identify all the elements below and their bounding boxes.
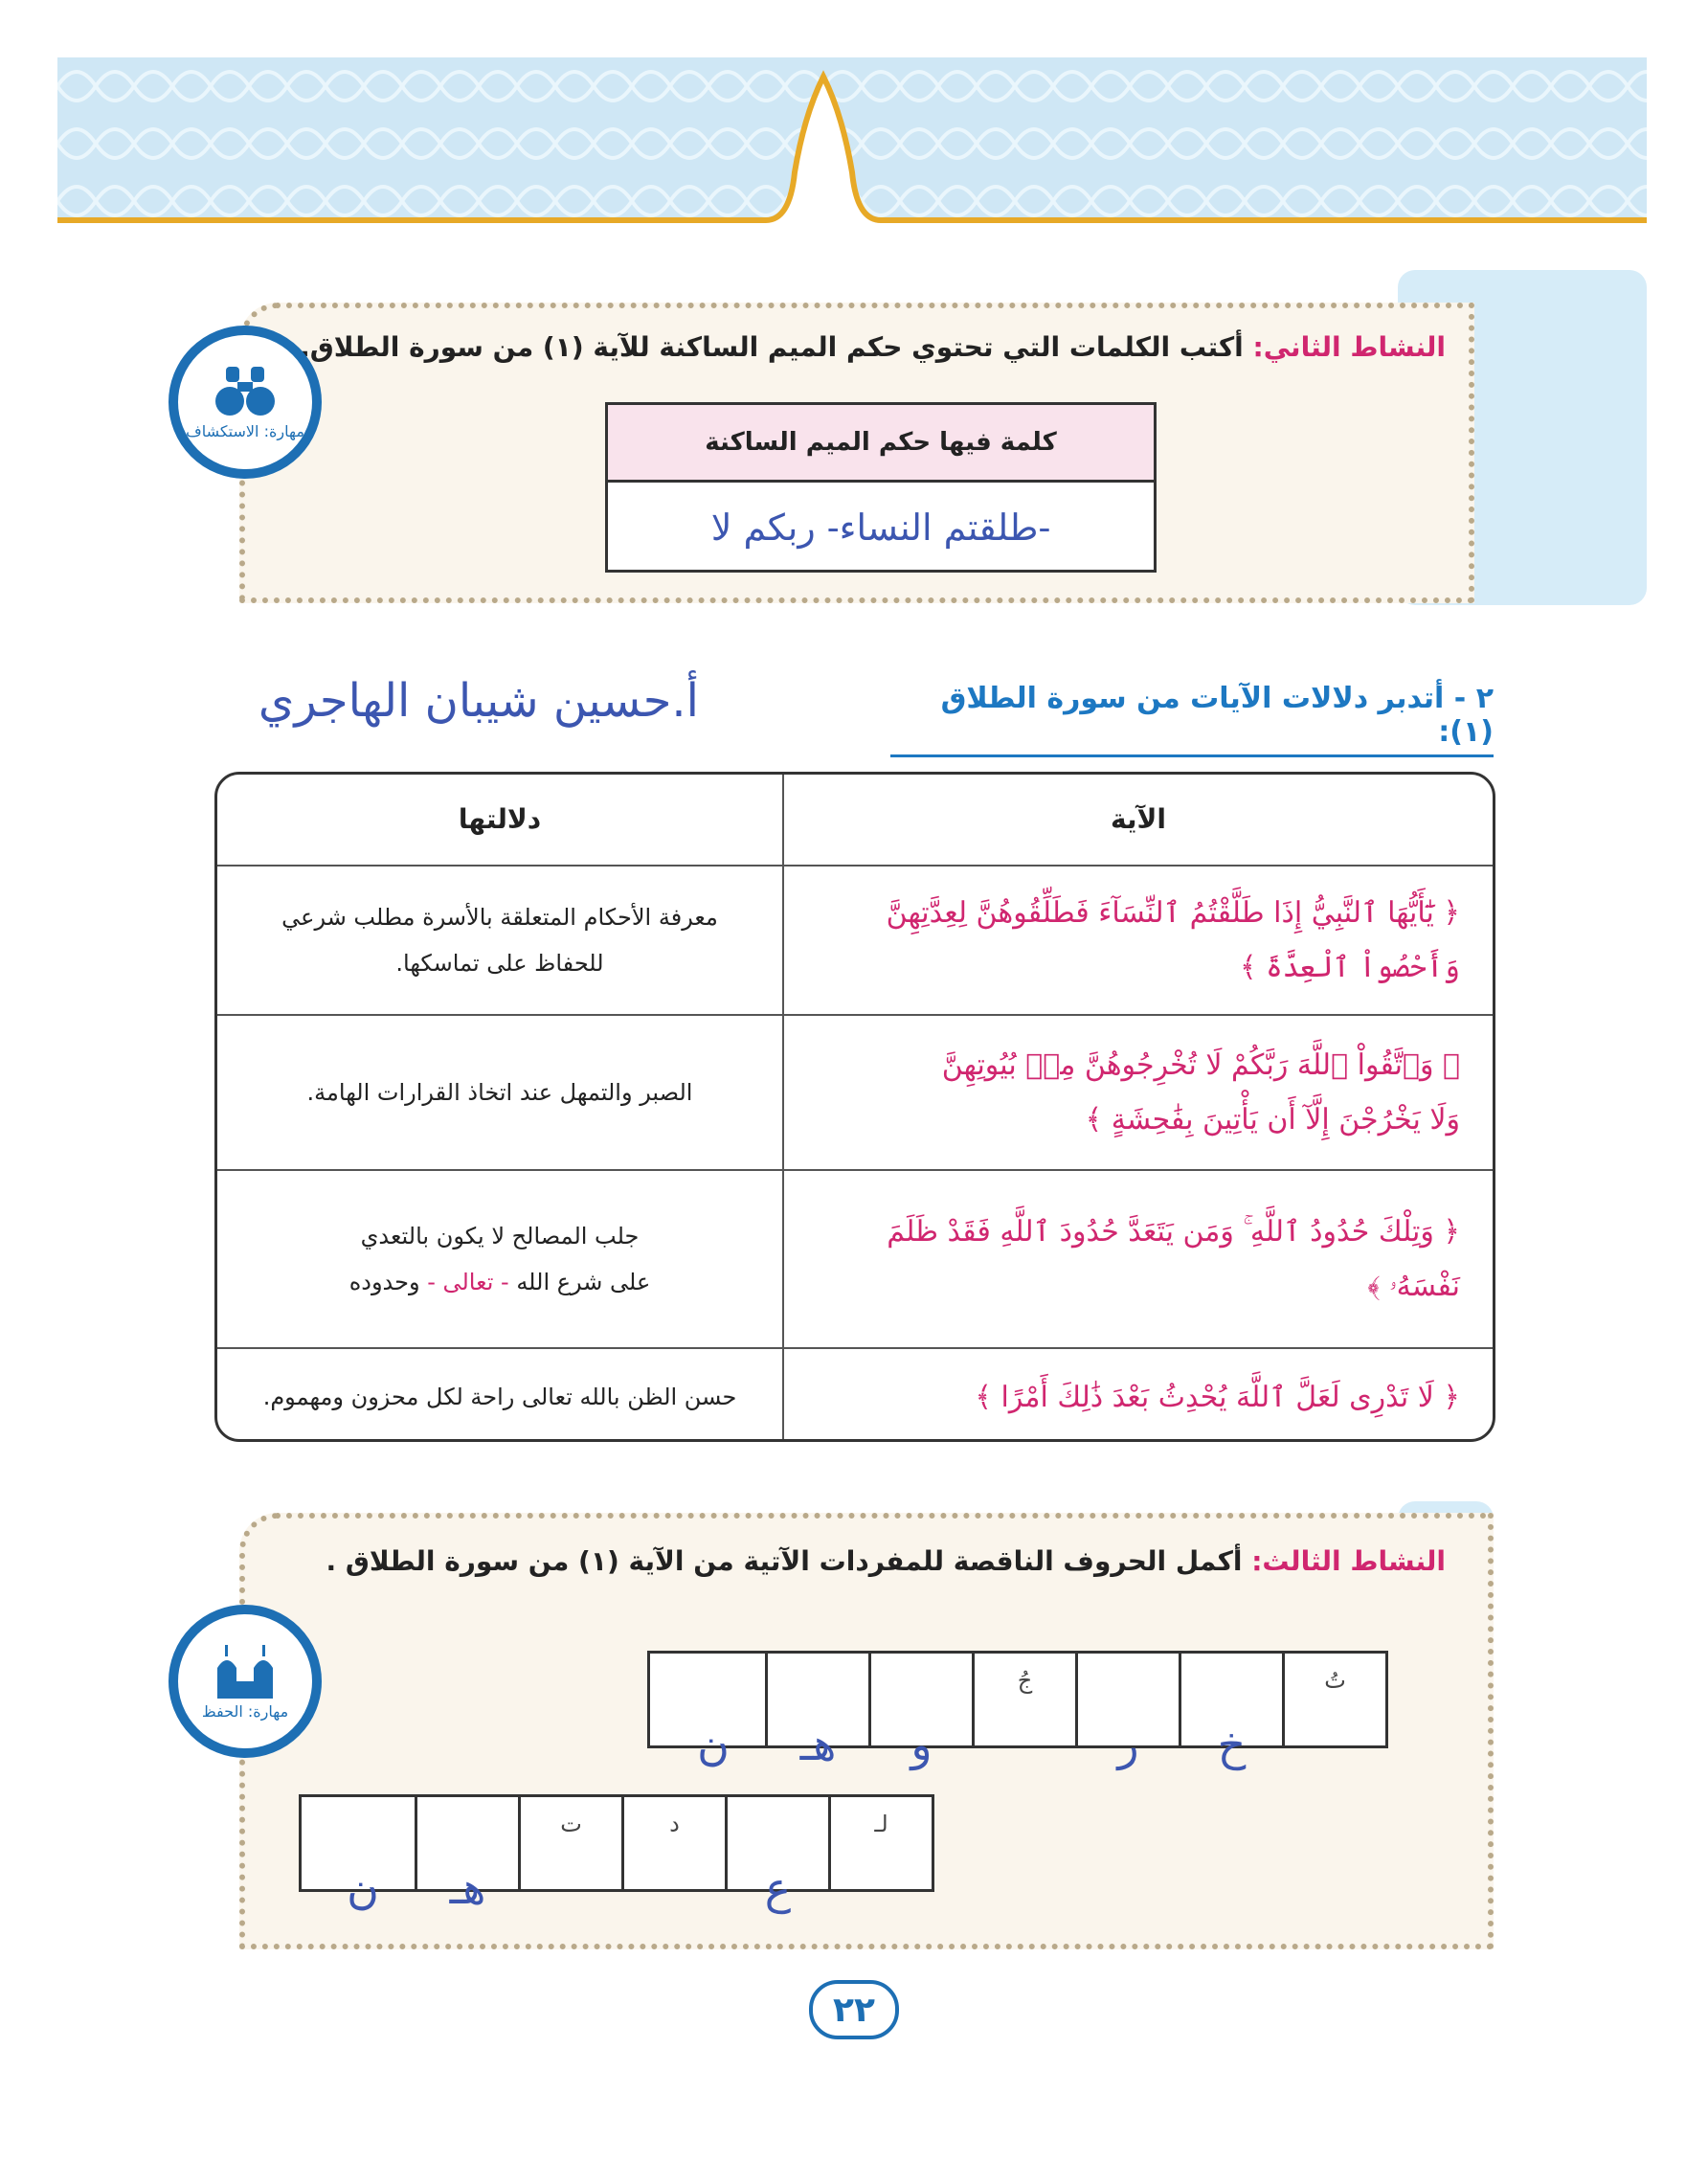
- author-name: أ.حسين شيبان الهاجري: [258, 674, 699, 728]
- letter-box[interactable]: [518, 1797, 621, 1889]
- table-row: [217, 867, 1493, 1016]
- activity3-instruction: أكمل الحروف الناقصة للمفردات الآتية من الآية (١) من سورة الطلاق .: [326, 1545, 1243, 1577]
- ayah-cell: [784, 1349, 1493, 1442]
- meaning-fragment: وحدوده: [348, 1269, 420, 1295]
- letter-box[interactable]: [662, 1654, 765, 1770]
- skill-badge-explore: [169, 326, 322, 479]
- col-header-ayah: الآية: [1111, 803, 1166, 836]
- given-letter: د: [669, 1811, 680, 1837]
- activity2-label: النشاط الثاني:: [1252, 331, 1446, 363]
- mim-table-answer[interactable]: -طلقتم النساء- ربكم لا: [710, 506, 1051, 549]
- meaning-line: الصبر والتمهل عند اتخاذ القرارات الهامة.: [306, 1079, 693, 1106]
- activity2-instruction: أكتب الكلمات التي تحتوي حكم الميم الساكنة للآية (١) من سورة الطلاق.: [300, 331, 1244, 363]
- meaning-cell: [217, 1171, 784, 1347]
- given-letter: لـ: [874, 1811, 888, 1837]
- letter-box[interactable]: [1179, 1654, 1282, 1770]
- verses-table: [214, 772, 1495, 1442]
- letter-box[interactable]: [415, 1797, 518, 1914]
- filled-letter: ع: [764, 1862, 792, 1914]
- letter-box[interactable]: [1282, 1654, 1385, 1745]
- meaning-fragment: على شرع الله: [516, 1269, 651, 1295]
- meaning-line: [349, 1259, 651, 1305]
- ayah-cell: [784, 867, 1493, 1014]
- ayah-line: نَفْسَهُۥ ﴾: [1367, 1270, 1460, 1303]
- ayah-line: ﴿ يَٰٓأَيُّهَا ٱلنَّبِيُّ إِذَا طَلَّقْتُمُ ٱلنِّسَآءَ فَطَلِّقُوهُنَّ لِعِدَّتِهِنَّ: [886, 896, 1460, 930]
- letter-box[interactable]: [311, 1797, 415, 1914]
- meaning-line: للحفاظ على تماسكها.: [395, 950, 604, 977]
- letter-box[interactable]: [621, 1797, 725, 1889]
- ayah-line: وَأَحْصُواْ ٱلْعِدَّةَ ﴾: [1239, 951, 1460, 984]
- meaning-cell: [217, 867, 784, 1014]
- table-header-row: [217, 775, 1493, 867]
- mosque-icon: [214, 1643, 277, 1699]
- letter-box[interactable]: [972, 1654, 1075, 1745]
- activity3-label: النشاط الثالث:: [1251, 1545, 1446, 1577]
- filled-letter: و: [910, 1719, 933, 1770]
- letter-box[interactable]: [725, 1797, 828, 1914]
- mim-words-table: [605, 402, 1157, 573]
- page-number: ٢٢: [809, 1980, 899, 2039]
- header-banner: [57, 57, 1647, 239]
- table-row: [217, 1016, 1493, 1171]
- meaning-cell: [217, 1016, 784, 1169]
- skill-badge-memorize: [169, 1605, 322, 1758]
- letter-box[interactable]: [1075, 1654, 1179, 1770]
- table-row: [217, 1349, 1493, 1442]
- col-header-meaning: دلالتها: [217, 775, 784, 865]
- given-letter: جُ: [1017, 1667, 1033, 1694]
- filled-letter: خ: [1217, 1719, 1247, 1770]
- given-letter: ت: [560, 1811, 582, 1837]
- letter-box[interactable]: [868, 1654, 972, 1770]
- letters-grid-word1: [647, 1651, 1388, 1770]
- activity3-title: [287, 1545, 1446, 1577]
- meaning-line: حسن الظن بالله تعالى راحة لكل محزون ومهموم.: [262, 1384, 737, 1410]
- ayah-line: ﴿ وَٱتَّقُواْ ٱللَّهَ رَبَّكُمْ لَا تُخْرِجُوهُنَّ مِنۢ بُيُوتِهِنَّ: [941, 1048, 1460, 1082]
- ayah-line: وَلَا يَخْرُجْنَ إِلَّآ أَن يَأْتِينَ بِفَٰحِشَةٍ ﴾: [1085, 1103, 1460, 1137]
- meaning-fragment-accent: - تعالى -: [427, 1269, 509, 1295]
- meaning-line: معرفة الأحكام المتعلقة بالأسرة مطلب شرعي: [281, 904, 718, 931]
- table-row: [217, 1171, 1493, 1349]
- filled-letter: ن: [347, 1862, 379, 1914]
- meaning-line: جلب المصالح لا يكون بالتعدي: [360, 1223, 640, 1249]
- ayah-cell: [784, 1016, 1493, 1169]
- ayah-cell: [784, 1171, 1493, 1347]
- filled-letter: ر: [1117, 1719, 1139, 1770]
- ayah-line: ﴿ وَتِلْكَ حُدُودُ ٱللَّهِ ۚ وَمَن يَتَعَدَّ حُدُودَ ٱللَّهِ فَقَدْ ظَلَمَ: [887, 1215, 1460, 1249]
- filled-letter: هـ: [449, 1862, 486, 1914]
- binoculars-icon: [214, 365, 276, 418]
- skill-label-explore: مهارة: الاستكشاف: [186, 421, 304, 440]
- meaning-cell: [217, 1349, 784, 1442]
- given-letter: تُ: [1324, 1667, 1346, 1694]
- letters-grid-word2: [299, 1794, 934, 1914]
- filled-letter: هـ: [799, 1719, 837, 1770]
- activity2-title: [287, 331, 1446, 363]
- ayah-line: ﴿ لَا تَدْرِى لَعَلَّ ٱللَّهَ يُحْدِثُ بَعْدَ ذَٰلِكَ أَمْرًا ﴾: [975, 1380, 1460, 1414]
- letter-box[interactable]: [765, 1654, 868, 1770]
- skill-label-memorize: مهارة: الحفظ: [201, 1701, 289, 1721]
- filled-letter: ن: [697, 1719, 730, 1770]
- section2-heading: ٢ - أتدبر دلالات الآيات من سورة الطلاق (١):: [890, 682, 1494, 757]
- mim-table-header: كلمة فيها حكم الميم الساكنة: [608, 405, 1154, 483]
- letter-box[interactable]: [828, 1797, 932, 1889]
